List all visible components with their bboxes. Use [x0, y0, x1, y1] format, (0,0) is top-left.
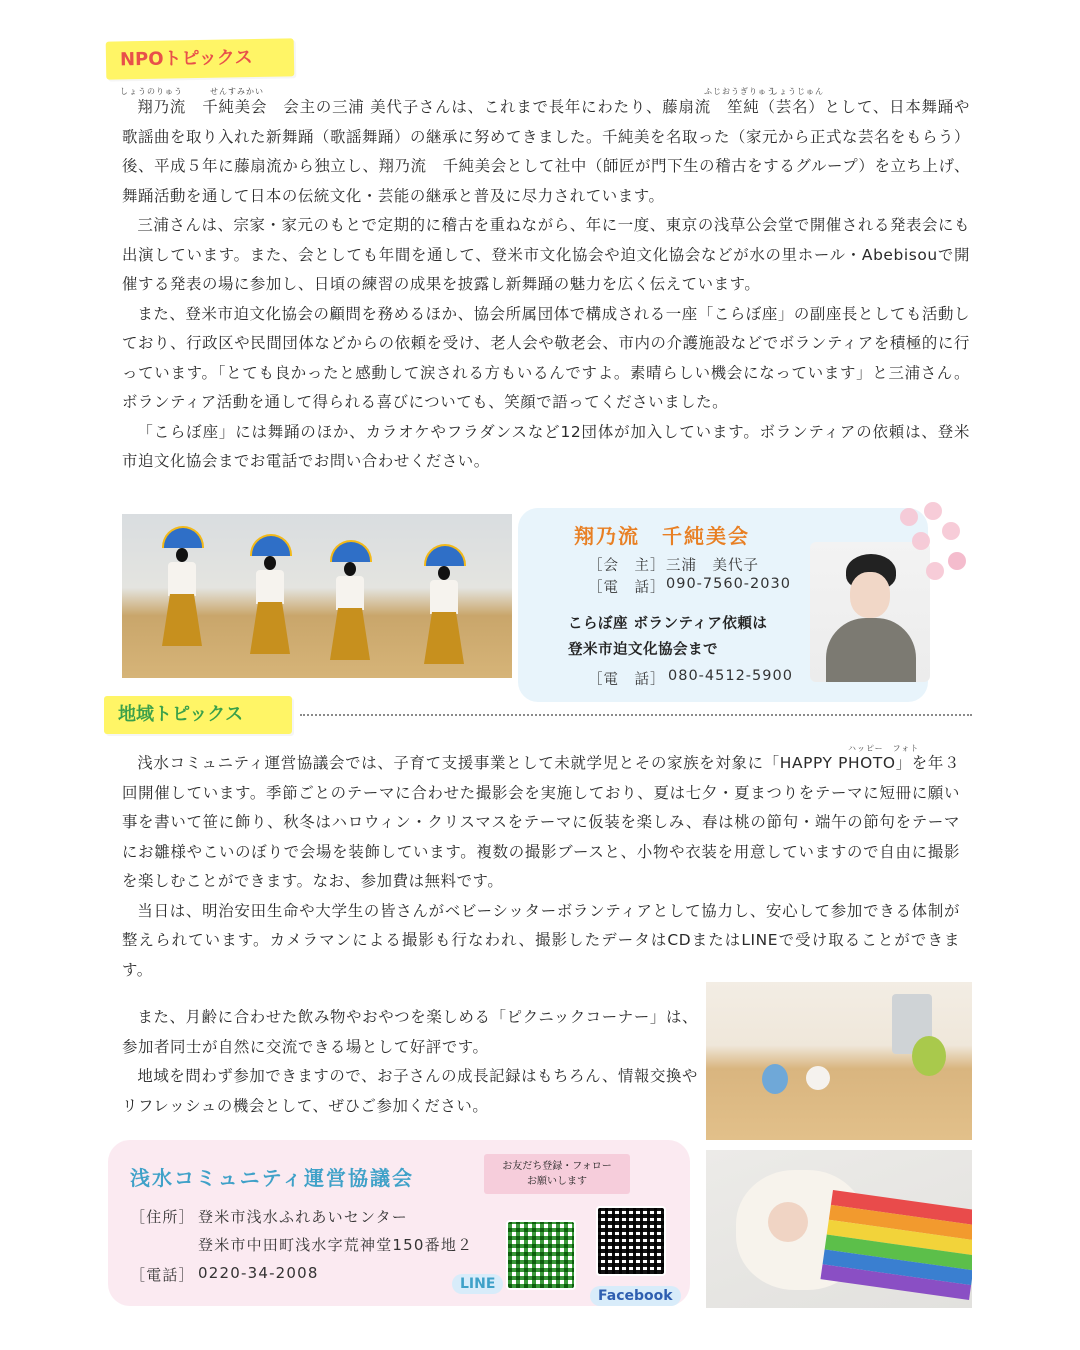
- npo-topics-tag: NPOトピックス: [106, 38, 295, 79]
- contact-tel-value: 0220-34-2008: [198, 1264, 319, 1282]
- follow-ribbon: [484, 1154, 630, 1194]
- info-note-line1: こらぼ座 ボランティア依頼は: [568, 616, 768, 632]
- line-label: LINE: [452, 1274, 503, 1294]
- contact-title: 浅水コミュニティ運営協議会: [130, 1166, 414, 1190]
- npo-paragraph-4: 「こらぼ座」には舞踊のほか、カラオケやフラダンスなど12団体が加入しています。ボランティアの依頼は、登米市迫文化協会までお電話でお問い合わせください。: [122, 422, 970, 470]
- ribbon-line1: お友だち登録・フォロー: [502, 1161, 612, 1172]
- ruby-fujiouryu: ふじおうぎりゅう: [704, 87, 776, 96]
- info-tel-label: ［電 話］: [588, 580, 666, 596]
- ruby-happy-photo: ハッピー フォト: [848, 744, 920, 753]
- local-paragraph-2: 当日は、明治安田生命や大学生の皆さんがベビーシッターボランティアとして協力し、安心して参加できる体制が整えられています。カメラマンによる撮影も行なわれ、撮影したデータはCDまたはLINEで受け取ることができます。: [122, 901, 960, 979]
- contact-box: [108, 1140, 690, 1306]
- npo-paragraph-2: 三浦さんは、宗家・家元のもとで定期的に稽古を重ねながら、年に一度、東京の浅草公会堂で開催される発表会にも出演しています。また、会としても年間を通して、登米市文化協会や迫文化協会などが水の里ホール・Abebisouで開催する発表の場に参加し、日頃の練習の成果を披露し新舞踊の魅力を広く伝えています。: [122, 216, 970, 293]
- local-article-narrow: [122, 1003, 698, 1121]
- line-qr-code-icon[interactable]: [506, 1220, 576, 1290]
- npo-article: [122, 93, 970, 477]
- npo-paragraph-3: また、登米市迫文化協会の顧問を務めるほか、協会所属団体で構成される一座「こらぼ座」の副座長としても活動しており、行政区や民間団体などからの依頼を受け、老人会や敬老会、市内の介護施設などでボランティアを積極的に行っています。「とても良かったと感動して涙される方もいるんですよ。素晴らしい機会になっています」と三浦さん。ボランティア活動を通して得られる喜びについても、笑顔で語ってくださいました。: [122, 304, 970, 411]
- photo-session-photo: [706, 982, 972, 1140]
- ruby-shonoryu: しょうのりゅう: [120, 87, 183, 96]
- info-tel-value: 090-7560-2030: [666, 576, 791, 592]
- info-tel2-value: 080-4512-5900: [668, 668, 793, 684]
- rainbow-cloth: [820, 1190, 972, 1300]
- dancer-figure: [422, 544, 466, 664]
- ribbon-line2: お願いします: [527, 1176, 587, 1187]
- ruby-senzumikai: せんすみかい: [210, 87, 264, 96]
- info-note-line2: 登米市迫文化協会まで: [568, 642, 718, 658]
- dancer-figure: [248, 534, 292, 654]
- info-title: 翔乃流 千純美会: [574, 524, 750, 548]
- facebook-qr-code-icon[interactable]: [596, 1206, 666, 1276]
- address-line2: 登米市中田町浅水字荒神堂150番地２: [198, 1236, 474, 1254]
- dance-stage-photo: [122, 514, 512, 678]
- info-tel2-label: ［電 話］: [588, 672, 666, 688]
- info-leader-value: 三浦 美代子: [666, 558, 759, 574]
- contact-tel-label: ［電話］: [130, 1266, 195, 1284]
- dancer-figure: [160, 526, 204, 646]
- npo-paragraph-1: 翔乃流 千純美会 会主の三浦 美代子さんは、これまで長年にわたり、藤扇流 笙純（芸名）として、日本舞踊や歌謡曲を取り入れた新舞踊（歌謡舞踊）の継承に努めてきました。千純美を名取った（家元から正式な芸名をもらう）後、平成５年に藤扇流から独立し、翔乃流 千純美会として社中（師匠が門下生の稽古をするグループ）を立ち上げ、舞踊活動を通して日本の伝統文化・芸能の継承と普及に尽力されています。: [122, 98, 970, 205]
- ruby-shojun: しょうじゅん: [770, 87, 824, 96]
- section-divider: [300, 714, 972, 716]
- local-article: [122, 749, 960, 985]
- address-label: ［住所］: [130, 1208, 195, 1226]
- local-topics-tag: 地域トピックス: [104, 696, 292, 734]
- info-leader-label: ［会 主］: [588, 558, 666, 574]
- local-paragraph-4: 地域を問わず参加できますので、お子さんの成長記録はもちろん、情報交換やリフレッシュの機会として、ぜひご参加ください。: [122, 1067, 698, 1115]
- baby-photo: [706, 1150, 972, 1308]
- dancer-figure: [328, 540, 372, 660]
- npo-info-box: [518, 508, 928, 702]
- cherry-blossom-decoration: [890, 502, 972, 592]
- local-paragraph-3: また、月齢に合わせた飲み物やおやつを楽しめる「ピクニックコーナー」は、参加者同士が自然に交流できる場として好評です。: [122, 1008, 698, 1056]
- address-line1: 登米市浅水ふれあいセンター: [198, 1208, 409, 1226]
- facebook-label: Facebook: [590, 1286, 681, 1306]
- local-paragraph-1: 浅水コミュニティ運営協議会では、子育て支援事業として未就学児とその家族を対象に「HAPPY PHOTO」を年３回開催しています。季節ごとのテーマに合わせた撮影会を実施しており、夏は七夕・夏まつりをテーマに短冊に願い事を書いて笹に飾り、秋冬はハロウィン・クリスマスをテーマに仮装を楽しみ、春は桃の節句・端午の節句をテーマにお雛様やこいのぼりで会場を装飾しています。複数の撮影ブースと、小物や衣装を用意していますので自由に撮影を楽しむことができます。なお、参加費は無料です。: [122, 754, 960, 890]
